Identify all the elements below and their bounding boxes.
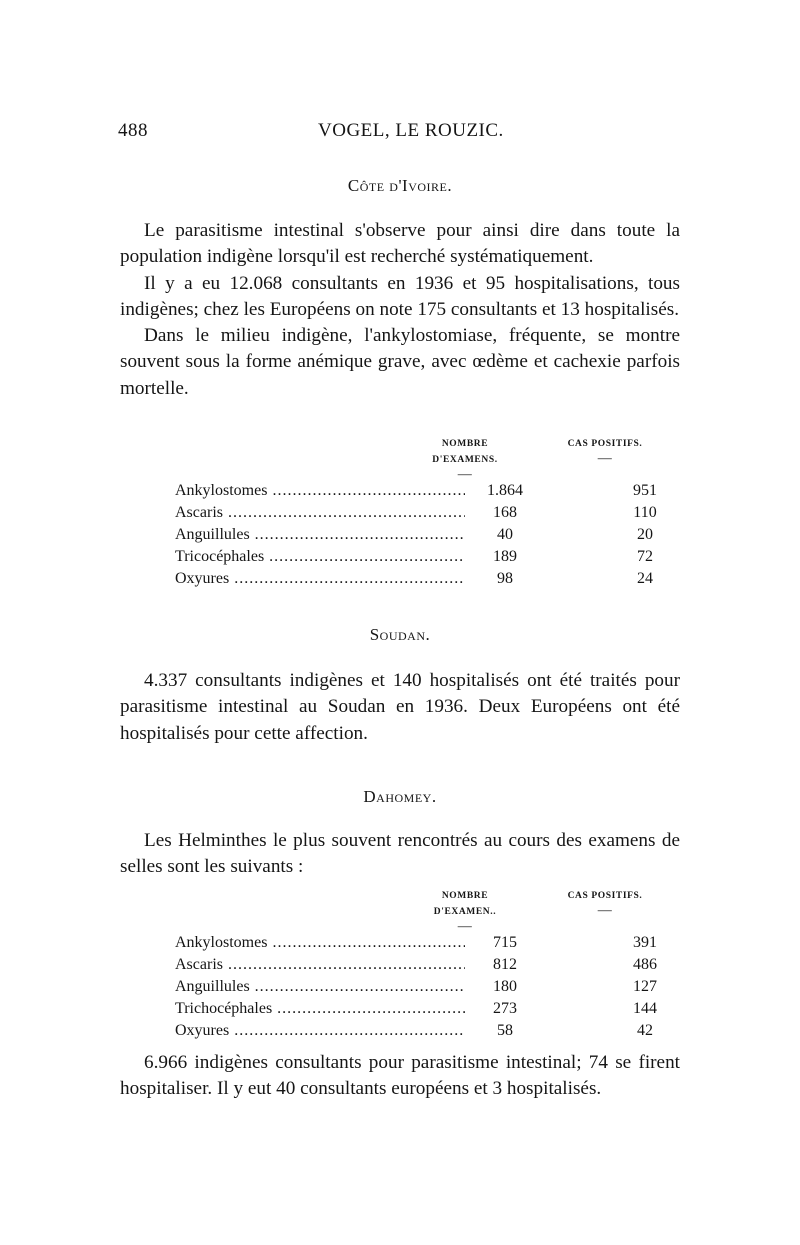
examens-value: 189: [493, 548, 517, 565]
row-label: Trichocéphales .....: [175, 1000, 465, 1018]
positifs-value: 144: [633, 1000, 657, 1017]
paragraph: Les Helminthes le plus souvent rencontrés au cours des examens de selles sont les suivants :: [120, 830, 680, 878]
table-row: [175, 570, 655, 592]
examens-value: 715: [493, 934, 517, 951]
positifs-value: 951: [633, 482, 657, 499]
row-label: Anguillules .....: [175, 978, 465, 996]
examens-value: 1.864: [487, 482, 523, 499]
page-number: 488: [118, 120, 148, 141]
row-label: Ascaris .....: [175, 956, 465, 974]
table-row: [175, 504, 655, 526]
helminth-table-dahomey: [120, 888, 680, 1048]
examens-value: 58: [497, 1022, 513, 1039]
paragraph: Il y a eu 12.068 consultants en 1936 et 95 hospitalisations, tous indigènes; chez les Européens on note 175 consultants et 13 hospitalisés.: [120, 272, 680, 320]
page-header: [118, 120, 678, 146]
running-title: VOGEL, LE ROUZIC.: [318, 120, 504, 141]
row-label: Anguillules .....: [175, 526, 465, 544]
row-label: Ascaris .....: [175, 504, 465, 522]
examens-value: 273: [493, 1000, 517, 1017]
helminth-table-cote-ivoire: [120, 436, 680, 596]
section-title-dahomey: Dahomey.: [363, 787, 437, 806]
row-label: Oxyures .....: [175, 570, 465, 588]
positifs-value: 391: [633, 934, 657, 951]
positifs-value: 20: [637, 526, 653, 543]
row-label: Tricocéphales .....: [175, 548, 465, 566]
row-label: Ankylostomes .....: [175, 482, 465, 500]
table-row: [175, 1022, 655, 1044]
paragraph: 4.337 consultants indigènes et 140 hospitalisés ont été traités pour parasitisme intestinal au Soudan en 1936. Deux Européens ont été hospitalisés pour cette affection.: [120, 670, 680, 744]
column-header-examens: NOMBRE D'EXAMEN.. —: [433, 891, 497, 934]
row-label: Ankylostomes .....: [175, 934, 465, 952]
section-title-soudan: Soudan.: [369, 625, 431, 644]
examens-value: 812: [493, 956, 517, 973]
table-row: [175, 934, 655, 956]
soudan-text: [120, 668, 680, 747]
positifs-value: 486: [633, 956, 657, 973]
section-title-cote-ivoire: Côte d'Ivoire.: [347, 176, 453, 195]
table-row: [175, 1000, 655, 1022]
positifs-value: 42: [637, 1022, 653, 1039]
column-header-positifs: CAS POSITIFS. —: [567, 439, 643, 466]
paragraph: Le parasitisme intestinal s'observe pour ainsi dire dans toute la population indigène lorsqu'il est recherché systématiquement.: [120, 220, 680, 268]
examens-value: 168: [493, 504, 517, 521]
table-row: [175, 526, 655, 548]
dahomey-closing-text: [120, 1050, 680, 1103]
column-header-examens: NOMBRE D'EXAMENS. —: [432, 439, 498, 482]
positifs-value: 24: [637, 570, 653, 587]
row-label: Oxyures .....: [175, 1022, 465, 1040]
positifs-value: 72: [637, 548, 653, 565]
examens-value: 180: [493, 978, 517, 995]
dahomey-text: [120, 828, 680, 881]
table-row: [175, 978, 655, 1000]
table-row: [175, 482, 655, 504]
positifs-value: 127: [633, 978, 657, 995]
table-row: [175, 956, 655, 978]
examens-value: 98: [497, 570, 513, 587]
paragraph: 6.966 indigènes consultants pour parasitisme intestinal; 74 se firent hospitaliser. Il y eut 40 consultants européens et 3 hospitalisés.: [120, 1052, 680, 1100]
table-row: [175, 548, 655, 570]
examens-value: 40: [497, 526, 513, 543]
cote-ivoire-text: [120, 218, 680, 402]
positifs-value: 110: [633, 504, 657, 521]
paragraph: Dans le milieu indigène, l'ankylostomiase, fréquente, se montre souvent sous la forme anémique grave, avec œdème et cachexie parfois mortelle.: [120, 325, 680, 399]
column-header-positifs: CAS POSITIFS. —: [567, 891, 643, 918]
